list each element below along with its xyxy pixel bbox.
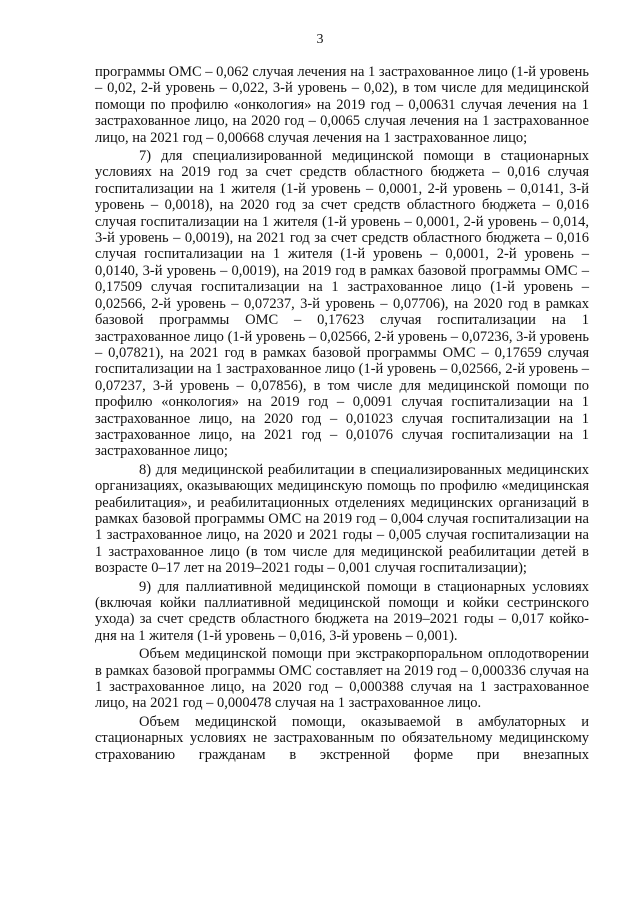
- paragraph-item-9-palliative-care: 9) для паллиативной медицинской помощи в стационарных условиях (включая койки паллиативной медицинской помощи и койки сестринского ухода) за счет средств областного бюджета на 2019–2021 годы – 0,017 койко-дня на 1 жителя (1-й уровень – 0,016, 3-й уровень – 0,001).: [95, 578, 589, 644]
- paragraph-item-7-specialized-care: 7) для специализированной медицинской помощи в стационарных условиях на 2019 год за счет средств областного бюджета – 0,016 случая госпитализации на 1 жителя (1-й уровень – 0,0001, 2-й уровень – 0,0141, 3-й уровень – 0,0018), на 2020 год за счет средств областного бюджета – 0,016 случая госпитализации на 1 жителя (1-й уровень – 0,0001, 2-й уровень – 0,014, 3-й уровень – 0,0019), на 2021 год за счет средств областного бюджета – 0,016 случая госпитализации на 1 жителя (1-й уровень – 0,0001, 2-й уровень – 0,0140, 3-й уровень – 0,0019), на 2019 год в рамках базовой программы ОМС – 0,17509 случая госпитализации на 1 застрахованное лицо (1-й уровень – 0,02566, 2-й уровень – 0,07237, 3-й уровень – 0,07706), на 2020 год в рамках базовой программы ОМС – 0,17623 случая госпитализации на 1 застрахованное лицо (1-й уровень – 0,02566, 2-й уровень – 0,07236, 3-й уровень – 0,07821), на 2021 год в рамках базовой программы ОМС – 0,17659 случая госпитализации на 1 застрахованное лицо (1-й уровень – 0,02566, 2-й уровень – 0,07237, 3-й уровень – 0,07856), в том числе для медицинской помощи по профилю «онкология» на 2019 год – 0,0091 случая госпитализации на 1 застрахованное лицо, на 2020 год – 0,01023 случая госпитализации на 1 застрахованное лицо, на 2021 год – 0,01076 случая госпитализации на 1 застрахованное лицо;: [95, 148, 589, 460]
- paragraph-item-8-rehabilitation: 8) для медицинской реабилитации в специализированных медицинских организациях, оказывающих медицинскую помощь по профилю «медицинская реабилитация», и реабилитационных отделениях медицинских организаций в рамках базовой программы ОМС на 2019 год – 0,004 случая госпитализации на 1 застрахованное лицо, на 2020 и 2021 годы – 0,005 случая госпитализации на 1 застрахованное лицо (в том числе для медицинской реабилитации детей в возрасте 0–17 лет на 2019–2021 годы – 0,001 случая госпитализации);: [95, 461, 589, 577]
- paragraph-continuation-oms: программы ОМС – 0,062 случая лечения на 1 застрахованное лицо (1-й уровень – 0,02, 2-й уровень – 0,022, 3-й уровень – 0,02), в том числе для медицинской помощи по профилю «онкология» на 2019 год – 0,00631 случая лечения на 1 застрахованное лицо, на 2020 год – 0,0065 случая лечения на 1 застрахованное лицо, на 2021 год – 0,00668 случая лечения на 1 застрахованное лицо;: [95, 64, 589, 146]
- document-body: [95, 64, 589, 765]
- paragraph-uninsured-emergency: Объем медицинской помощи, оказываемой в амбулаторных и стационарных условиях не застрахованным по обязательному медицинскому страхованию гражданам в экстренной форме при внезапных: [95, 713, 589, 763]
- paragraph-ivf-volume: Объем медицинской помощи при экстракорпоральном оплодотворении в рамках базовой программы ОМС составляет на 2019 год – 0,000336 случая на 1 застрахованное лицо, на 2020 год – 0,000388 случая на 1 застрахованное лицо, на 2021 год – 0,000478 случая на 1 застрахованное лицо.: [95, 646, 589, 712]
- page-number: 3: [316, 32, 324, 47]
